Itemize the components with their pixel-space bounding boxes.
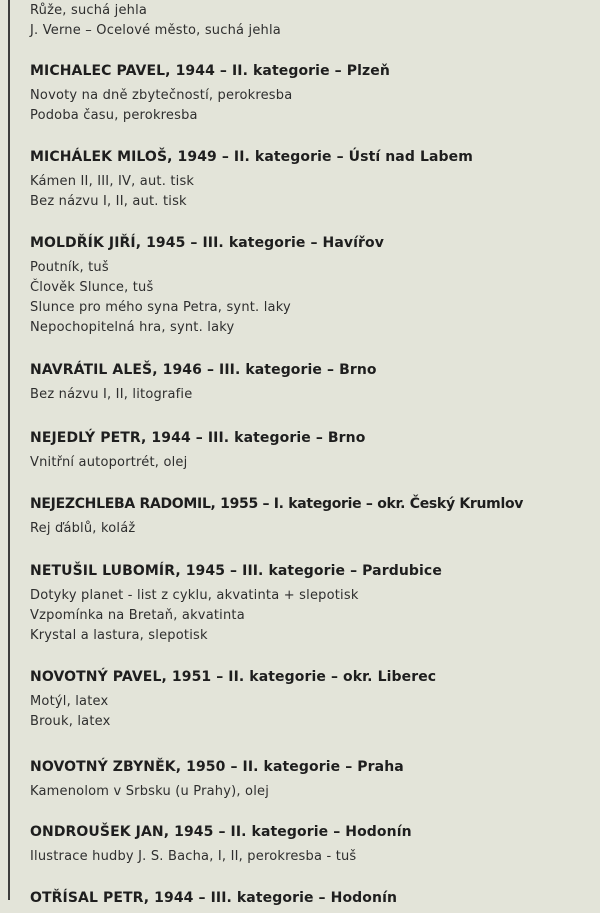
- work-line: Rej ďáblů, koláž: [30, 521, 136, 536]
- work-line: Podoba času, perokresba: [30, 108, 198, 123]
- intro-entry: [30, 1, 596, 41]
- artist-heading: NOVOTNÝ PAVEL, 1951 – II. kategorie – okr. Liberec: [30, 669, 437, 685]
- work-line: Krystal a lastura, slepotisk: [30, 628, 208, 643]
- artist-heading: NOVOTNÝ ZBYNĚK, 1950 – II. kategorie – Praha: [30, 759, 404, 775]
- work-line: Vnitřní autoportrét, olej: [30, 455, 188, 470]
- artist-heading: MICHÁLEK MILOŠ, 1949 – II. kategorie – Ústí nad Labem: [30, 149, 473, 165]
- work-line: Slunce pro mého syna Petra, synt. laky: [30, 300, 291, 315]
- left-margin-rule: [8, 0, 10, 900]
- artist-heading: MICHALEC PAVEL, 1944 – II. kategorie – Plzeň: [30, 63, 390, 79]
- work-line: Člověk Slunce, tuš: [30, 280, 154, 295]
- artist-heading: NETUŠIL LUBOMÍR, 1945 – III. kategorie – Pardubice: [30, 563, 442, 579]
- work-line: Motýl, latex: [30, 694, 109, 709]
- artist-entry-moldrik: [30, 233, 596, 338]
- work-line: Nepochopitelná hra, synt. laky: [30, 320, 235, 335]
- work-line: Poutník, tuš: [30, 260, 109, 275]
- work-line: Ilustrace hudby J. S. Bacha, I, II, perokresba - tuš: [30, 849, 357, 864]
- artist-entry-nejezchleba: [30, 494, 596, 539]
- artist-heading: OTŘÍSAL PETR, 1944 – III. kategorie – Hodonín: [30, 890, 398, 906]
- artist-entry-navratil: [30, 360, 596, 405]
- work-line: Kámen II, III, IV, aut. tisk: [30, 174, 195, 189]
- artist-heading: MOLDŘÍK JIŘÍ, 1945 – III. kategorie – Havířov: [30, 235, 384, 251]
- work-line: Vzpomínka na Bretaň, akvatinta: [30, 608, 245, 623]
- artist-entry-michalec: [30, 61, 596, 126]
- work-line: Bez názvu I, II, aut. tisk: [30, 194, 187, 209]
- artist-entry-novotny-zbynek: [30, 757, 596, 802]
- work-line: Novoty na dně zbytečností, perokresba: [30, 88, 293, 103]
- work-line: Bez názvu I, II, litografie: [30, 387, 193, 402]
- work-line: J. Verne – Ocelové město, suchá jehla: [30, 23, 281, 38]
- work-line: Brouk, latex: [30, 714, 111, 729]
- work-line: Dotyky planet - list z cyklu, akvatinta + slepotisk: [30, 588, 359, 603]
- artist-heading: NAVRÁTIL ALEŠ, 1946 – III. kategorie – Brno: [30, 362, 377, 378]
- artist-heading: NEJEDLÝ PETR, 1944 – III. kategorie – Brno: [30, 430, 366, 446]
- artist-entry-ondrousek: [30, 822, 596, 867]
- artist-entry-novotny-pavel: [30, 667, 596, 732]
- work-line: Růže, suchá jehla: [30, 3, 148, 18]
- artist-entry-otrisal: [30, 888, 596, 913]
- work-line: Kamenolom v Srbsku (u Prahy), olej: [30, 784, 270, 799]
- artist-heading: ONDROUŠEK JAN, 1945 – II. kategorie – Hodonín: [30, 824, 412, 840]
- artist-entry-netusil: [30, 561, 596, 646]
- artist-entry-nejedly: [30, 428, 596, 473]
- artist-entry-michalek: [30, 147, 596, 212]
- artist-heading: NEJEZCHLEBA RADOMIL, 1955 – I. kategorie – okr. Český Krumlov: [30, 496, 524, 512]
